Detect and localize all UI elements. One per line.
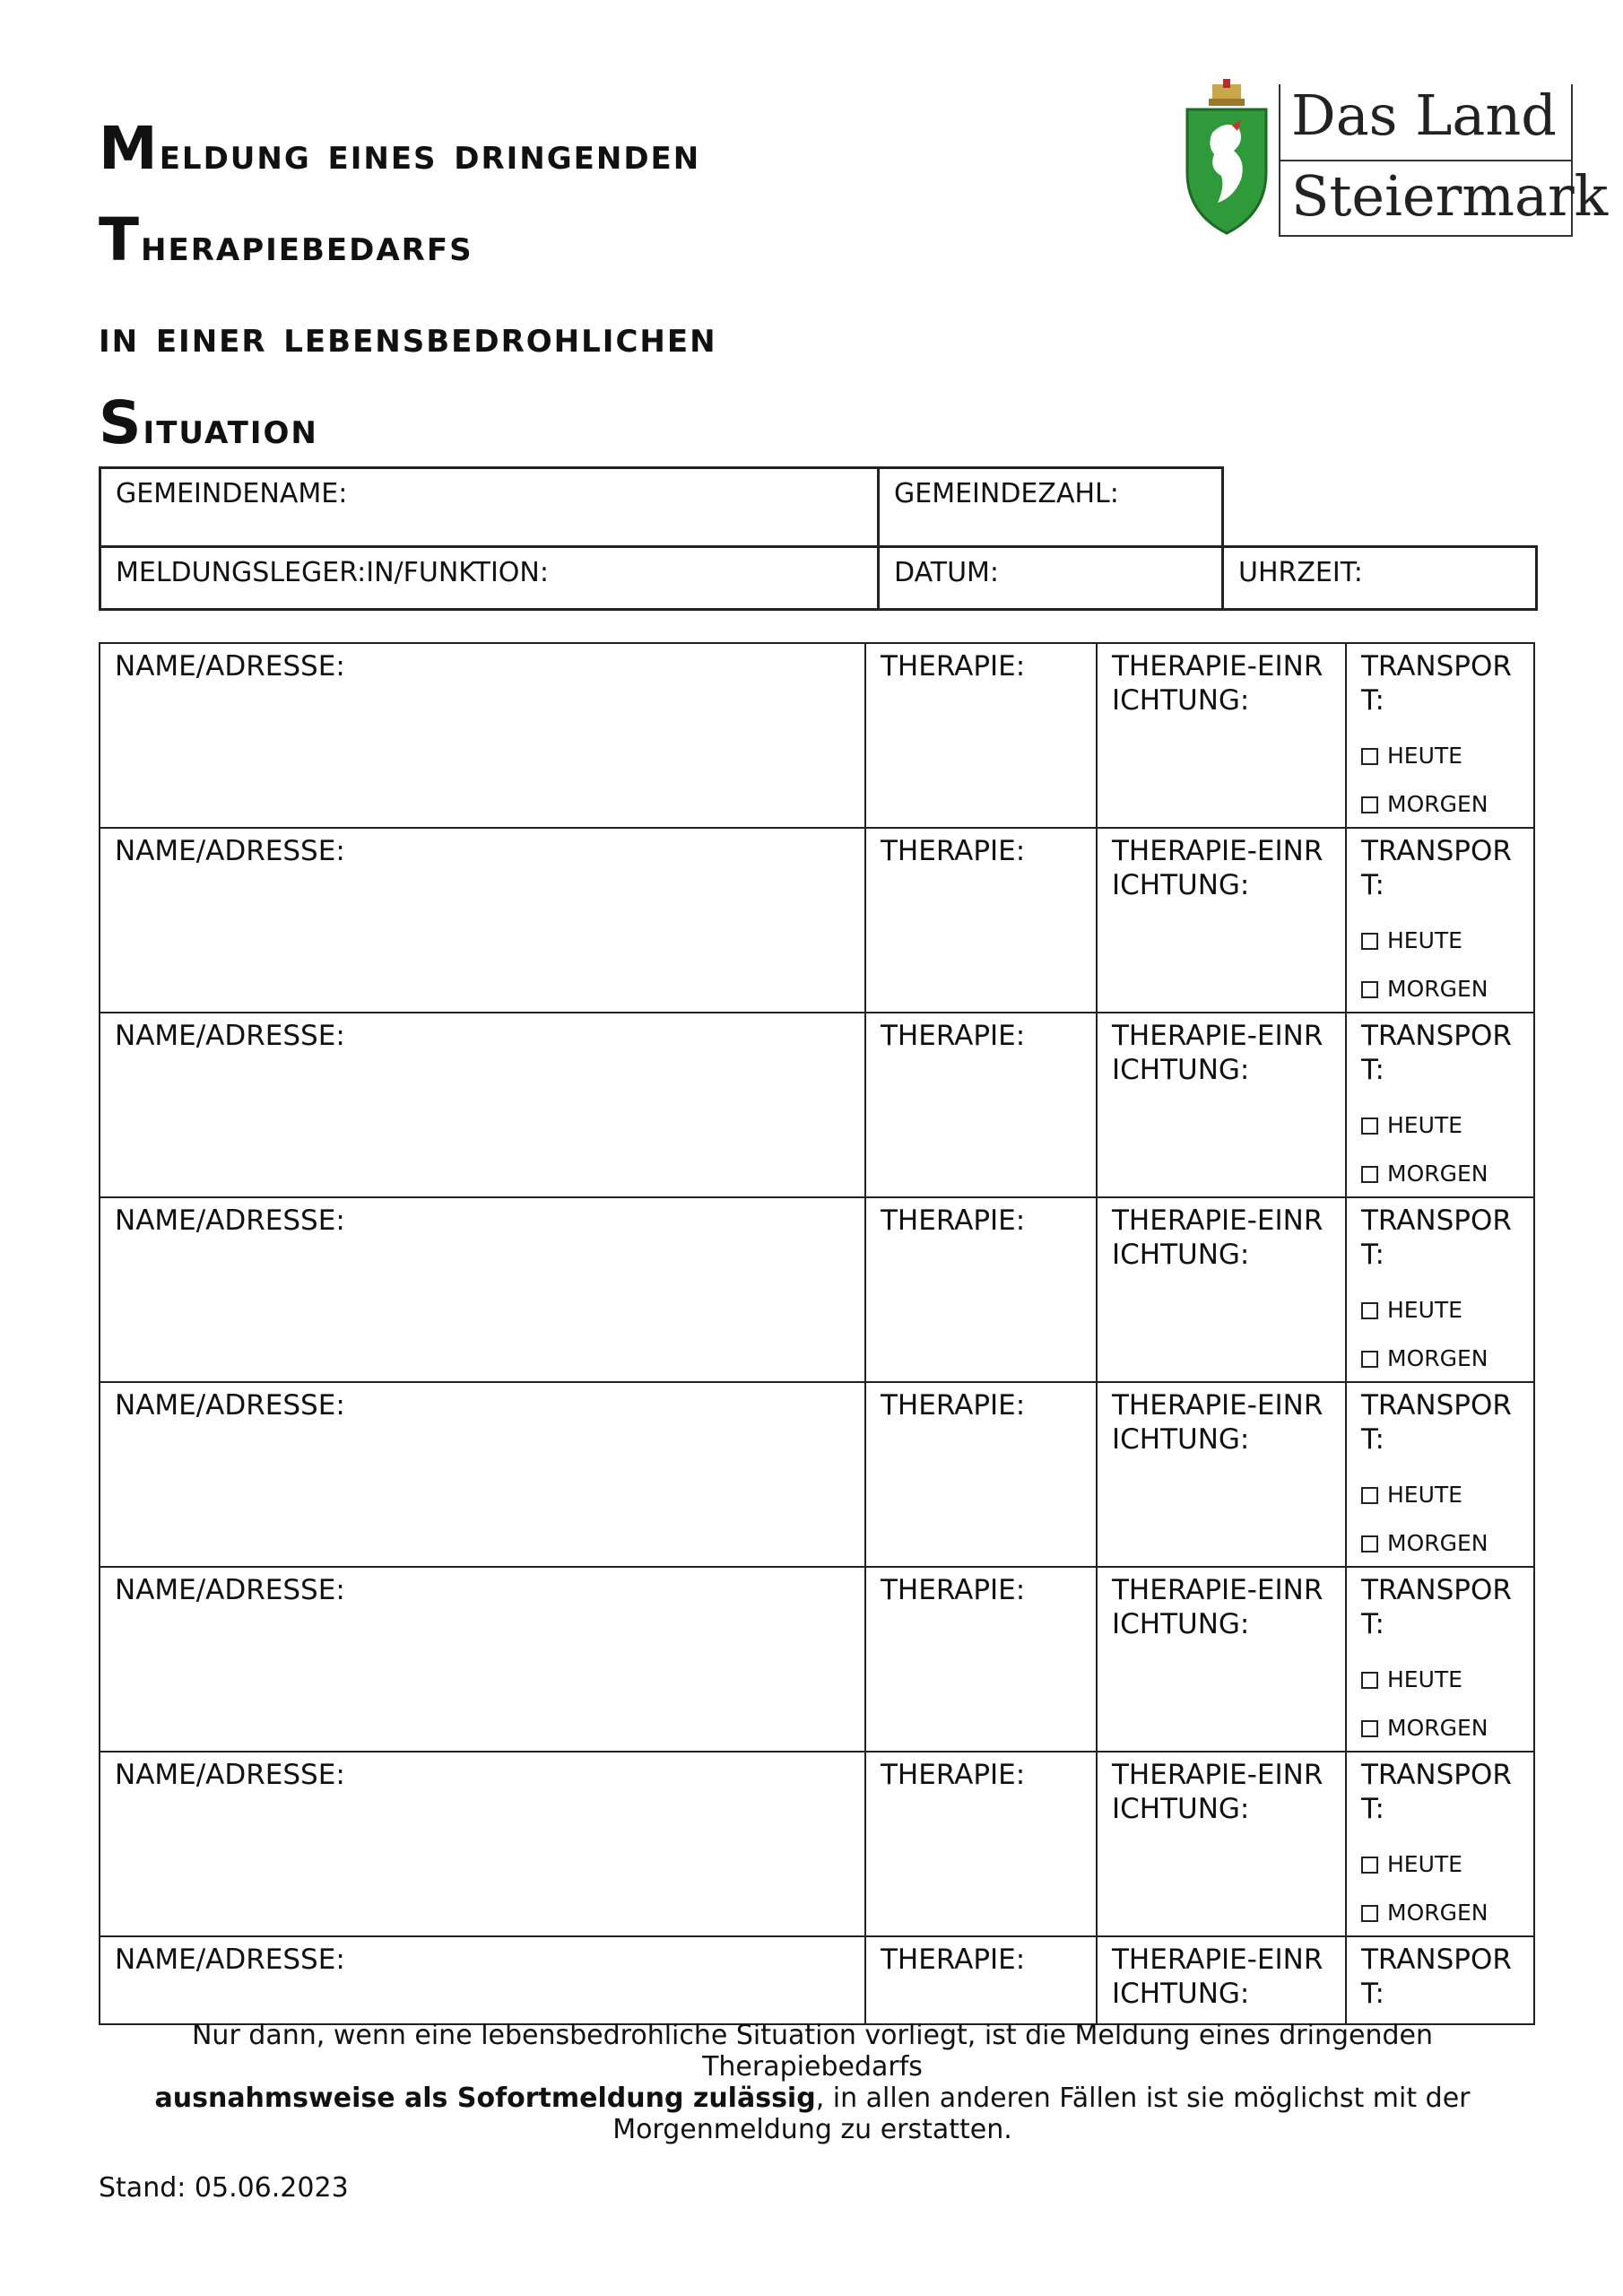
therapie-field[interactable]: THERAPIE:	[865, 828, 1097, 1013]
stand-date: Stand: 05.06.2023	[99, 2172, 349, 2204]
header-empty-cell	[1223, 468, 1537, 547]
morgen-checkbox[interactable]: MORGEN	[1361, 1526, 1519, 1561]
morgen-checkbox[interactable]: MORGEN	[1361, 972, 1519, 1006]
therapie-field[interactable]: THERAPIE:	[865, 1936, 1097, 2024]
morgen-checkbox[interactable]: MORGEN	[1361, 1711, 1519, 1745]
einrichtung-field[interactable]: THERAPIE-EINRICHTUNG:	[1097, 643, 1346, 828]
einrichtung-field[interactable]: THERAPIE-EINRICHTUNG:	[1097, 1567, 1346, 1752]
transport-field: TRANSPORT: HEUTE MORGEN	[1346, 1382, 1534, 1567]
name-adresse-field[interactable]: NAME/ADRESSE:	[100, 643, 865, 828]
checkbox-icon	[1361, 1905, 1378, 1922]
checkbox-icon	[1361, 748, 1378, 765]
steiermark-logo	[1182, 79, 1609, 240]
logo-text-line-2: Steiermark	[1291, 163, 1609, 229]
heute-checkbox[interactable]: HEUTE	[1361, 1478, 1519, 1512]
table-row	[100, 643, 1534, 828]
heute-checkbox[interactable]: HEUTE	[1361, 1663, 1519, 1697]
heute-checkbox[interactable]: HEUTE	[1361, 1109, 1519, 1143]
meldungsleger-field[interactable]: MELDUNGSLEGER:IN/FUNKTION:	[100, 547, 879, 610]
header-table	[99, 466, 1538, 611]
transport-field: TRANSPORT: HEUTE MORGEN	[1346, 643, 1534, 828]
transport-field: TRANSPORT: HEUTE MORGEN	[1346, 1013, 1534, 1197]
einrichtung-field[interactable]: THERAPIE-EINRICHTUNG:	[1097, 1936, 1346, 2024]
transport-field: TRANSPORT: HEUTE MORGEN	[1346, 1752, 1534, 1936]
table-row	[100, 1197, 1534, 1382]
name-adresse-field[interactable]: NAME/ADRESSE:	[100, 1936, 865, 2024]
therapie-field[interactable]: THERAPIE:	[865, 1752, 1097, 1936]
transport-field: TRANSPORT: HEUTE MORGEN	[1346, 828, 1534, 1013]
checkbox-icon	[1361, 796, 1378, 813]
coat-of-arms-icon	[1182, 79, 1271, 240]
datum-field[interactable]: DATUM:	[879, 547, 1223, 610]
checkbox-icon	[1361, 1118, 1378, 1135]
transport-field: TRANSPORT:	[1346, 1936, 1534, 2024]
morgen-checkbox[interactable]: MORGEN	[1361, 1896, 1519, 1930]
logo-text-line-1: Das Land	[1291, 83, 1557, 148]
einrichtung-field[interactable]: THERAPIE-EINRICHTUNG:	[1097, 1752, 1346, 1936]
morgen-checkbox[interactable]: MORGEN	[1361, 1342, 1519, 1376]
therapie-field[interactable]: THERAPIE:	[865, 1382, 1097, 1567]
therapie-field[interactable]: THERAPIE:	[865, 1013, 1097, 1197]
heute-checkbox[interactable]: HEUTE	[1361, 739, 1519, 773]
name-adresse-field[interactable]: NAME/ADRESSE:	[100, 828, 865, 1013]
table-row	[100, 1382, 1534, 1567]
document-title	[99, 106, 1157, 472]
checkbox-icon	[1361, 1351, 1378, 1368]
heute-checkbox[interactable]: HEUTE	[1361, 1293, 1519, 1327]
title-line-4: Situation	[99, 388, 318, 457]
table-row	[100, 1013, 1534, 1197]
heute-checkbox[interactable]: HEUTE	[1361, 1848, 1519, 1882]
name-adresse-field[interactable]: NAME/ADRESSE:	[100, 1567, 865, 1752]
einrichtung-field[interactable]: THERAPIE-EINRICHTUNG:	[1097, 1013, 1346, 1197]
heute-checkbox[interactable]: HEUTE	[1361, 924, 1519, 958]
checkbox-icon	[1361, 981, 1378, 998]
table-row	[100, 1567, 1534, 1752]
checkbox-icon	[1361, 1720, 1378, 1737]
gemeindename-field[interactable]: GEMEINDENAME:	[100, 468, 879, 547]
einrichtung-field[interactable]: THERAPIE-EINRICHTUNG:	[1097, 828, 1346, 1013]
checkbox-icon	[1361, 1857, 1378, 1874]
uhrzeit-field[interactable]: UHRZEIT:	[1223, 547, 1537, 610]
name-adresse-field[interactable]: NAME/ADRESSE:	[100, 1013, 865, 1197]
checkbox-icon	[1361, 1487, 1378, 1504]
therapie-field[interactable]: THERAPIE:	[865, 643, 1097, 828]
morgen-checkbox[interactable]: MORGEN	[1361, 787, 1519, 822]
checkbox-icon	[1361, 1302, 1378, 1319]
name-adresse-field[interactable]: NAME/ADRESSE:	[100, 1382, 865, 1567]
footer-note: Nur dann, wenn eine lebensbedrohliche Situation vorliegt, ist die Meldung eines dringenden Therapiebedarfs ausnahmsweise als Sofortmeldung zulässig, in allen anderen Fällen ist sie möglichst mit der Morgenmeldung zu erstatten.	[154, 2020, 1471, 2145]
therapie-field[interactable]: THERAPIE:	[865, 1567, 1097, 1752]
title-line-2: Therapiebedarfs	[99, 205, 473, 274]
title-line-3: in einer lebensbedrohlichen	[99, 312, 717, 362]
transport-field: TRANSPORT: HEUTE MORGEN	[1346, 1197, 1534, 1382]
checkbox-icon	[1361, 933, 1378, 950]
checkbox-icon	[1361, 1166, 1378, 1183]
checkbox-icon	[1361, 1672, 1378, 1689]
checkbox-icon	[1361, 1535, 1378, 1552]
title-line-1: Meldung eines dringenden	[99, 114, 701, 183]
therapie-field[interactable]: THERAPIE:	[865, 1197, 1097, 1382]
gemeindezahl-field[interactable]: GEMEINDEZAHL:	[879, 468, 1223, 547]
patient-table	[99, 642, 1535, 2025]
table-row	[100, 1936, 1534, 2024]
transport-field: TRANSPORT: HEUTE MORGEN	[1346, 1567, 1534, 1752]
table-row	[100, 828, 1534, 1013]
table-row	[100, 1752, 1534, 1936]
morgen-checkbox[interactable]: MORGEN	[1361, 1157, 1519, 1191]
name-adresse-field[interactable]: NAME/ADRESSE:	[100, 1752, 865, 1936]
einrichtung-field[interactable]: THERAPIE-EINRICHTUNG:	[1097, 1382, 1346, 1567]
einrichtung-field[interactable]: THERAPIE-EINRICHTUNG:	[1097, 1197, 1346, 1382]
name-adresse-field[interactable]: NAME/ADRESSE:	[100, 1197, 865, 1382]
